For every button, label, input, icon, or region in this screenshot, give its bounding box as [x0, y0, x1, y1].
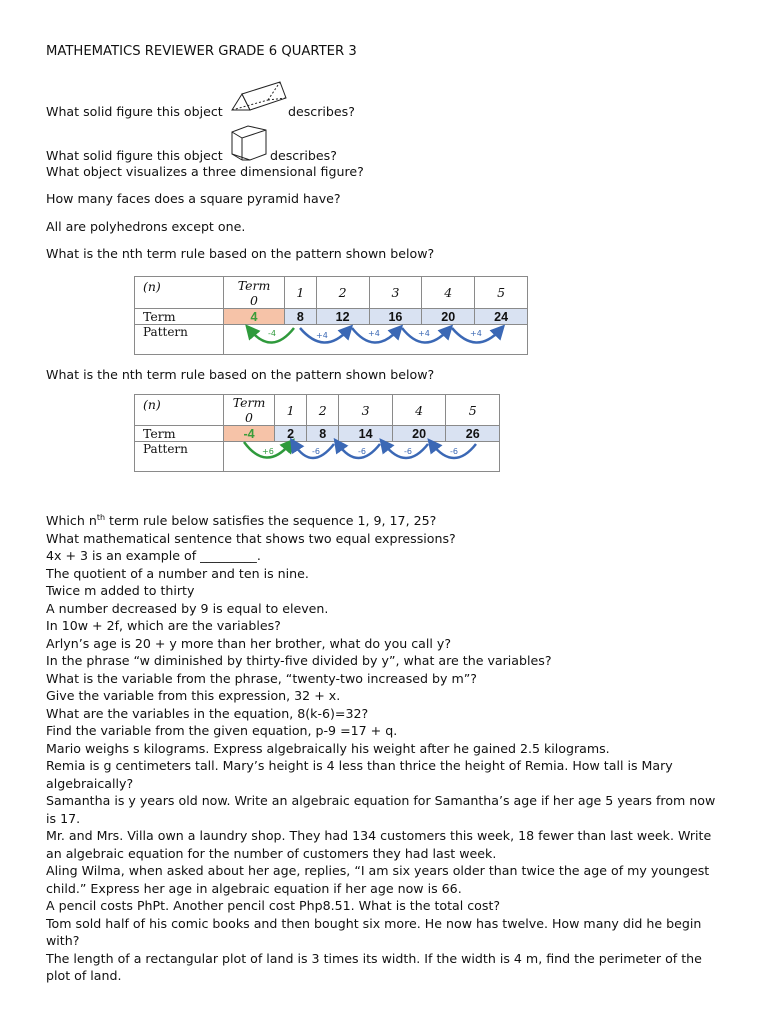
diff-label: -6	[404, 447, 412, 456]
header-5: 5	[475, 277, 528, 309]
term-value: 14	[339, 426, 393, 442]
pattern-arrows-1	[244, 322, 514, 356]
triangular-prism-icon	[228, 80, 288, 120]
page-title: MATHEMATICS REVIEWER GRADE 6 QUARTER 3	[46, 44, 357, 59]
term-value: 12	[316, 309, 369, 325]
question-solid-figure-2-end: describes?	[270, 148, 337, 163]
list-item: 4x + 3 is an example of _________.	[46, 548, 261, 564]
list-item: In the phrase “w diminished by thirty-five divided by y”, what are the variables?	[46, 653, 552, 669]
list-item: Mr. and Mrs. Villa own a laundry shop. They had 134 customers this week, 18 fewer than last week. Write an algebraic equation for the number of customers they had last week.	[46, 828, 712, 861]
list-item: Twice m added to thirty	[46, 583, 195, 599]
diff-label: +4	[316, 331, 328, 340]
question-nth-term-2: What is the nth term rule based on the pattern shown below?	[46, 367, 435, 382]
header-1: 1	[285, 277, 317, 309]
pattern-arrows-2	[238, 438, 494, 472]
term0-value: 4	[224, 309, 285, 325]
list-item: Remia is g centimeters tall. Mary’s height is 4 less than thrice the height of Remia. How tall is Mary algebraically?	[46, 758, 673, 791]
term-value: 26	[446, 426, 500, 442]
question-solid-figure-1-end: describes?	[288, 104, 355, 119]
question-list	[46, 509, 726, 985]
question-solid-figure-2: What solid figure this object	[46, 148, 223, 163]
question-square-pyramid: How many faces does a square pyramid have?	[46, 191, 341, 206]
list-item: Mario weighs s kilograms. Express algebraically his weight after he gained 2.5 kilograms.	[46, 740, 610, 756]
diff-label: -6	[358, 447, 366, 456]
term0-value: -4	[224, 426, 275, 442]
list-item: In 10w + 2f, which are the variables?	[46, 618, 281, 634]
n-label: (n)	[135, 277, 224, 309]
diff-label: +6	[262, 447, 274, 456]
list-item: What mathematical sentence that shows two equal expressions?	[46, 530, 456, 546]
list-item: Find the variable from the given equation, p-9 =17 + q.	[46, 723, 398, 739]
header-3: 3	[339, 395, 393, 426]
list-item: Arlyn’s age is 20 + y more than her brother, what do you call y?	[46, 635, 452, 651]
header-1: 1	[275, 395, 307, 426]
diff-label: +4	[418, 329, 430, 338]
term0-header: Term 0	[224, 395, 275, 426]
pattern-label: Pattern	[135, 325, 224, 355]
term-value: 8	[307, 426, 339, 442]
list-item: What is the variable from the phrase, “twenty-two increased by m”?	[46, 670, 477, 686]
diff-label: -6	[312, 447, 320, 456]
list-item: A pencil costs PhPt. Another pencil cost Php8.51. What is the total cost?	[46, 898, 501, 914]
term-value: 20	[392, 426, 446, 442]
term0-header: Term 0	[224, 277, 285, 309]
header-2: 2	[307, 395, 339, 426]
question-nth-sequence: Which $n^{th}$ term rule below satisfies the sequence 1, 9, 17, 25?	[46, 513, 437, 529]
diff-label: +4	[470, 329, 482, 338]
diff-label: +4	[368, 329, 380, 338]
list-item: What are the variables in the equation, 8(k-6)=32?	[46, 705, 369, 721]
term-label: Term	[135, 426, 224, 442]
list-item: Tom sold half of his comic books and then bought six more. He now has twelve. How many did he begin with?	[46, 915, 702, 949]
term-value: 20	[422, 309, 475, 325]
header-2: 2	[316, 277, 369, 309]
list-item: Samantha is y years old now. Write an algebraic equation for Samantha’s age if her age 5 years from now is 17.	[46, 793, 716, 826]
header-3: 3	[369, 277, 422, 309]
header-4: 4	[392, 395, 446, 426]
question-nth-term-1: What is the nth term rule based on the pattern shown below?	[46, 246, 435, 261]
question-3d-figure: What object visualizes a three dimensional figure?	[46, 164, 364, 179]
term-value: 2	[275, 426, 307, 442]
question-solid-figure-1: What solid figure this object	[46, 104, 223, 119]
pattern-label: Pattern	[135, 442, 224, 472]
question-polyhedrons: All are polyhedrons except one.	[46, 219, 246, 234]
header-4: 4	[422, 277, 475, 309]
list-item: A number decreased by 9 is equal to eleven.	[46, 600, 329, 616]
list-item: Give the variable from this expression, 32 + x.	[46, 688, 341, 704]
pentagonal-prism-icon	[228, 124, 272, 164]
list-item: Aling Wilma, when asked about her age, replies, “I am six years older than twice the age of my youngest child.” Express her age in algebraic equation if her age now is 66.	[46, 863, 710, 896]
term-label: Term	[135, 309, 224, 325]
header-5: 5	[446, 395, 500, 426]
diff-label: -4	[268, 329, 276, 338]
term-value: 16	[369, 309, 422, 325]
list-item: The length of a rectangular plot of land is 3 times its width. If the width is 4 m, find the perimeter of the plot of land.	[46, 950, 702, 984]
list-item: The quotient of a number and ten is nine.	[46, 565, 309, 581]
diff-label: -6	[450, 447, 458, 456]
n-label: (n)	[135, 395, 224, 426]
term-value: 8	[285, 309, 317, 325]
term-value: 24	[475, 309, 528, 325]
